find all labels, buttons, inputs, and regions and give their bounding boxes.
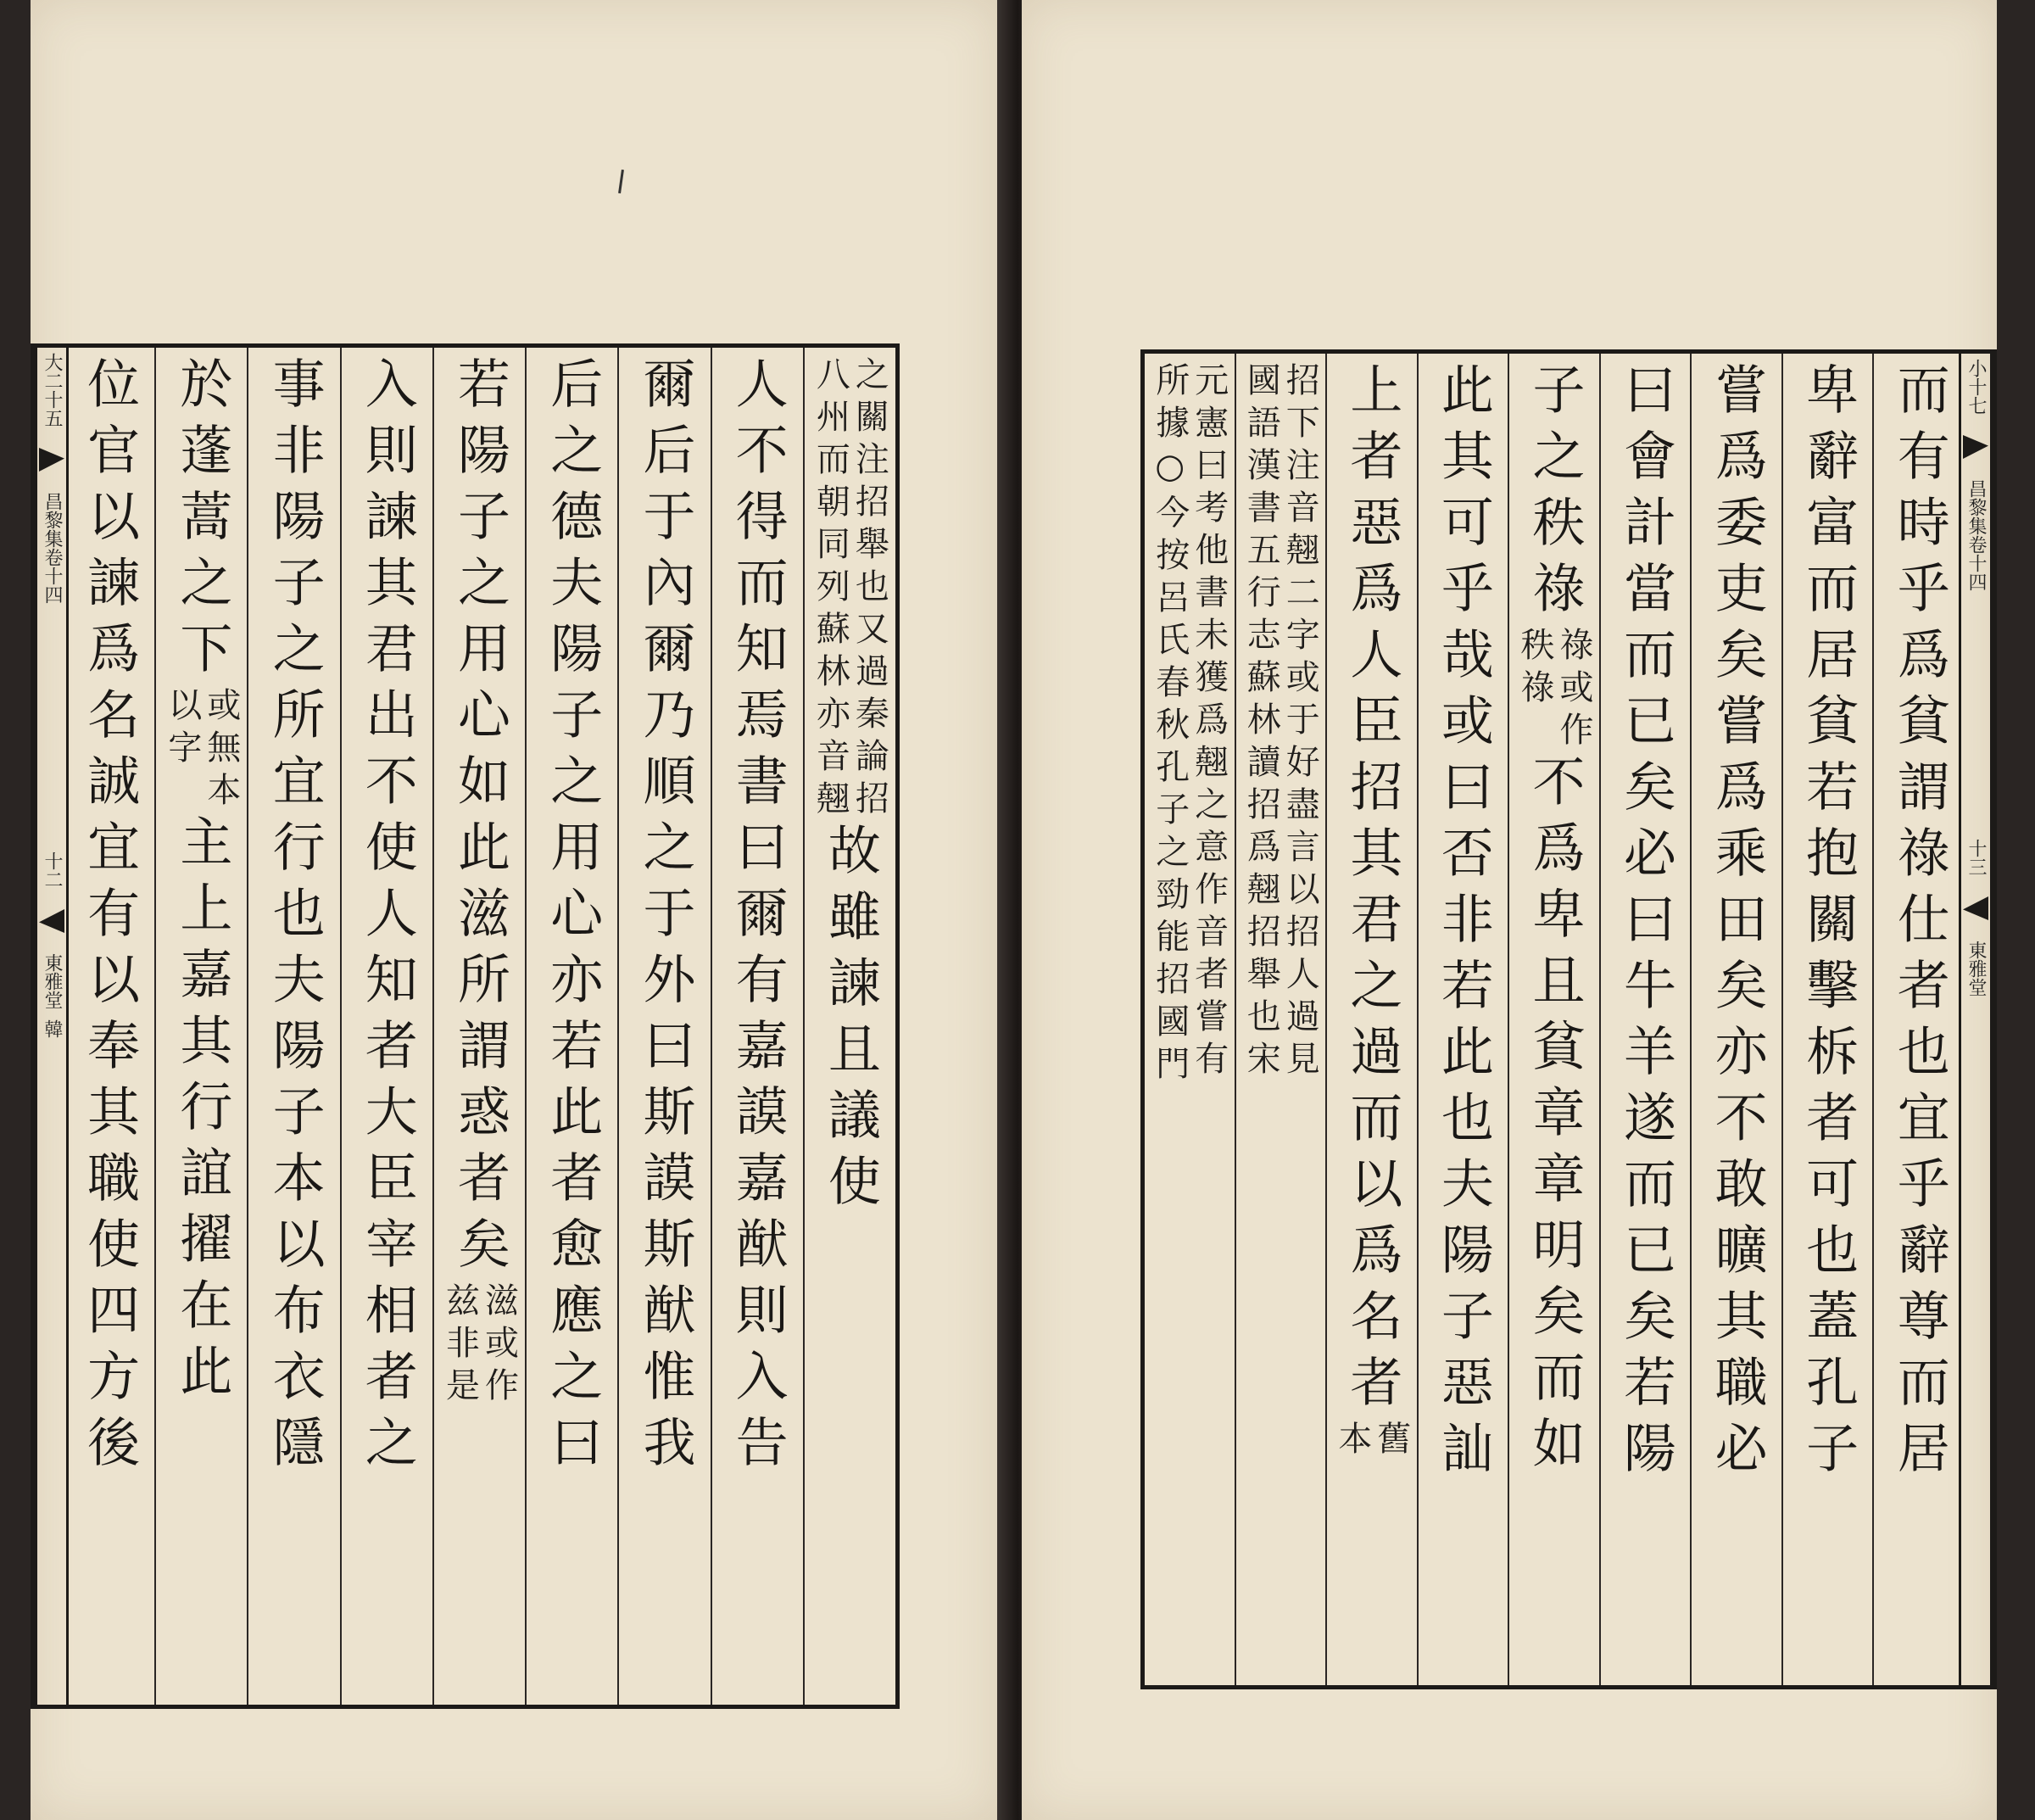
main-text: 后之德夫陽子之用心亦若此者愈應之曰 [541,356,604,1481]
note-line: 或無本 [201,687,241,814]
main-text: 人不得而知焉書曰爾有嘉謨嘉猷則入告 [727,356,789,1481]
main-text: 若陽子之用心如此滋所謂惑者矣 [449,356,511,1282]
text-column [1781,354,1873,1685]
left-page [31,0,997,1820]
note-line: 本 [1332,1421,1372,1463]
right-margin-title: 昌黎集卷十四 [1965,479,1987,591]
main-text: 入則諫其君出不使人知者大臣宰相者之 [356,356,419,1481]
interlinear-note [811,356,889,823]
right-margin-press: 東雅堂 [1965,941,1987,997]
text-column [64,348,154,1705]
note-line: 招下注音翹二字或于好盡言以招人過見 [1280,362,1320,1083]
ink-speck [618,170,624,193]
text-column [1508,354,1599,1685]
note-line: 祿或作 [1553,627,1593,754]
text-column [1599,354,1691,1685]
note-line: 所據○今按呂氏春秋孔子之勁能招國門 [1150,362,1190,1088]
main-text: 上者惡爲人臣招其君之過而以爲名者 [1341,362,1403,1421]
main-text: 於蓬蒿之下 [170,356,233,687]
note-line: 舊 [1371,1421,1411,1463]
fish-tail-mark [39,909,64,933]
fish-tail-mark [1963,896,1988,920]
main-text: 嘗爲委吏矣嘗爲乘田矣亦不敢曠其職必 [1706,362,1769,1487]
left-text-frame [31,343,900,1709]
interlinear-note [1327,1421,1417,1463]
interlinear-note [1509,627,1599,754]
right-text-frame [1140,349,1997,1689]
left-margin-title: 昌黎集卷十四 [42,492,63,604]
right-page [1022,0,1997,1820]
note-line: 元憲曰考他書未獲爲翹之意作音者嘗有 [1189,362,1229,1083]
text-column [525,348,617,1705]
text-column [247,348,339,1705]
right-fold-margin [1959,354,1993,1685]
text-column [1872,354,1964,1685]
text-column [1145,354,1235,1685]
interlinear-note [1241,362,1320,1083]
text-column [432,348,525,1705]
fish-tail-mark [1963,435,1988,459]
fish-tail-mark [39,448,64,472]
text-column [154,348,247,1705]
text-column [1417,354,1508,1685]
left-margin-press: 東雅堂 [42,953,63,1009]
left-margin-page-number: 十二 [42,851,63,889]
main-text: 不爲卑且貧章章明矣而如 [1523,754,1586,1482]
text-column [617,348,710,1705]
right-margin-page-number: 十三 [1965,839,1987,876]
note-line: 秩祿 [1514,627,1554,712]
note-line: 兹非是 [440,1282,480,1410]
text-column [803,348,895,1705]
main-text: 主上嘉其行誼擢在此 [170,814,233,1410]
note-line: 以字 [162,687,202,772]
main-text: 此其可乎哉或曰否非若此也夫陽子惡訕 [1432,362,1495,1487]
main-text: 爾后于內爾乃順之于外曰斯謨斯猷惟我 [633,356,696,1481]
interlinear-note [156,687,247,814]
main-text: 子之秩祿 [1523,362,1586,627]
right-margin-top: 小十七 [1965,359,1987,415]
main-text: 故雖諫且議使 [819,823,882,1220]
left-text-columns [64,348,895,1705]
main-text: 曰會計當而已矣必曰牛羊遂而已矣若陽 [1614,362,1677,1487]
main-text: 事非陽子之所宜行也夫陽子本以布衣隱 [264,356,326,1481]
interlinear-note [1150,362,1229,1088]
right-text-columns [1145,354,1964,1685]
main-text: 位官以諫爲名誠宜有以奉其職使四方後 [78,356,141,1481]
note-line: 八州而朝同列蘇林亦音翹 [811,356,850,823]
main-text: 而有時乎爲貧謂祿仕者也宜乎辭尊而居 [1888,362,1951,1487]
text-column [711,348,803,1705]
left-margin-top: 大二十五 [42,353,63,427]
text-column [340,348,432,1705]
text-column [1235,354,1326,1685]
text-column [1325,354,1417,1685]
left-margin-foot: 韓 [42,1019,63,1038]
text-column [1690,354,1781,1685]
interlinear-note [434,1282,525,1410]
main-text: 卑辭富而居貧若抱關擊柝者可也蓋孔子 [1797,362,1859,1487]
note-line: 國語漢書五行志蘇林讀招爲翹招舉也宋 [1241,362,1281,1083]
note-line: 之關注招舉也又過秦論招 [850,356,889,823]
note-line: 滋或作 [479,1282,519,1410]
